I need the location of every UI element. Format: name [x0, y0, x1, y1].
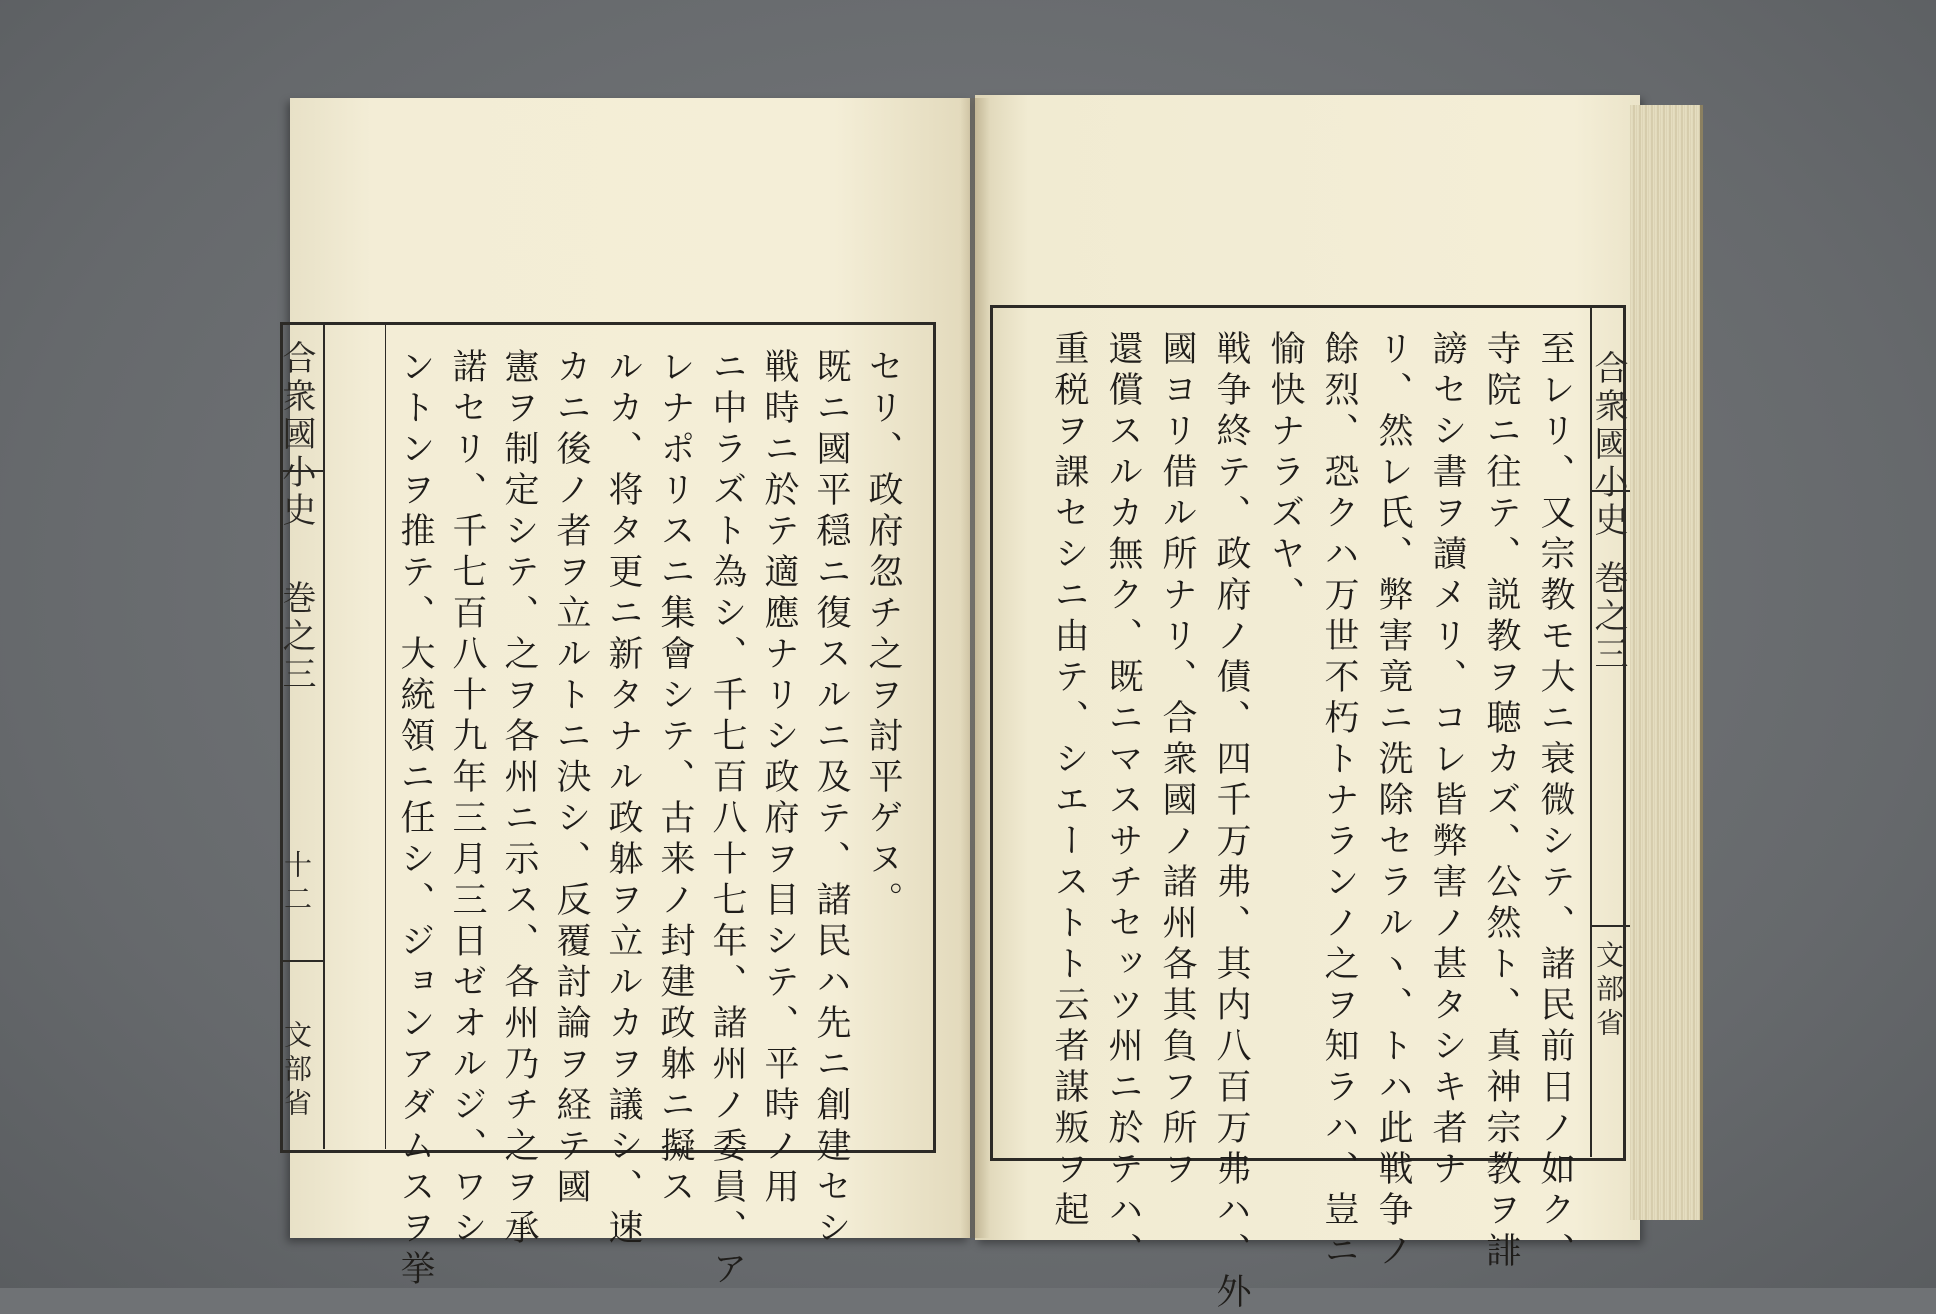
- right-margin-publisher: 文部省: [1592, 940, 1625, 1042]
- open-book: [276, 90, 1735, 1314]
- right-column-4: リ、然レ氏、弊害竟ニ洗除セラルヽ、トハ此戦争ノ: [1373, 330, 1413, 1273]
- left-margin-folio: 十二: [280, 850, 313, 918]
- left-margin-title: 合衆國小史: [276, 340, 316, 530]
- left-column-7: カニ後ノ者ヲ立ルトニ決シ、反覆討論ヲ経テ國: [551, 348, 591, 1209]
- right-column-7: 戦争終テ、政府ノ債、四千万弗、其内八百万弗ハ、外: [1211, 330, 1251, 1314]
- left-margin-volume: 巻之三: [276, 580, 316, 694]
- right-column-3: 謗セシ書ヲ讀メリ、コレ皆弊害ノ甚タシキ者ナ: [1427, 330, 1467, 1191]
- left-margin-publisher: 文部省: [280, 1020, 313, 1122]
- left-margin-rule: [323, 324, 325, 1149]
- left-column-6: ルカ、将タ更ニ新タナル政躰ヲ立ルカヲ議シ、速: [603, 348, 643, 1250]
- right-column-1: 至レリ、又宗教モ大ニ衰微シテ、諸民前日ノ如ク、: [1535, 330, 1575, 1273]
- right-column-5: 餘烈、恐クハ万世不朽トナランノ之ヲ知ラハ、豈ニ: [1319, 330, 1359, 1273]
- left-column-10: ントンヲ推テ、大統領ニ任シ、ジョンアダムスヲ挙: [395, 348, 435, 1291]
- right-column-2: 寺院ニ往テ、説教ヲ聴カズ、公然ト、真神宗教ヲ誹: [1481, 330, 1521, 1273]
- right-column-6: 愉快ナラズヤ、: [1265, 330, 1305, 617]
- left-column-2: 既ニ國平穏ニ復スルニ及テ、諸民ハ先ニ創建セシ: [811, 348, 851, 1250]
- right-column-10: 重税ヲ課セシニ由テ、シエーストト云者謀叛ヲ起: [1049, 330, 1089, 1232]
- left-column-5: レナポリスニ集會シテ、古来ノ封建政躰ニ擬ス: [655, 348, 695, 1209]
- left-column-9: 諾セリ、千七百八十九年三月三日ゼオルジ、ワシ: [447, 348, 487, 1250]
- gutter: [960, 98, 990, 1238]
- right-margin-divider-mid: [1590, 925, 1630, 927]
- left-margin-divider-mid: [280, 960, 325, 962]
- left-column-4: ニ中ラズト為シ、千七百八十七年、諸州ノ委員、ア: [707, 348, 747, 1291]
- left-column-1: セリ、政府忽チ之ヲ討平ゲヌ。: [863, 348, 903, 922]
- right-column-9: 還償スルカ無ク、既ニマスサチセッツ州ニ於テハ、: [1103, 330, 1143, 1273]
- left-column-3: 戦時ニ於テ適應ナリシ政府ヲ目シテ、平時ノ用: [759, 348, 799, 1209]
- left-inner-rule: [385, 324, 386, 1149]
- right-margin-title: 合衆國小史: [1588, 350, 1628, 540]
- page-edge-stack: [1630, 105, 1703, 1220]
- right-margin-volume: 巻之三: [1588, 560, 1628, 674]
- left-column-8: 憲ヲ制定シテ、之ヲ各州ニ示ス、各州乃チ之ヲ承: [499, 348, 539, 1250]
- right-column-8: 國ヨリ借ル所ナリ、合衆國ノ諸州各其負フ所ヲ: [1157, 330, 1197, 1191]
